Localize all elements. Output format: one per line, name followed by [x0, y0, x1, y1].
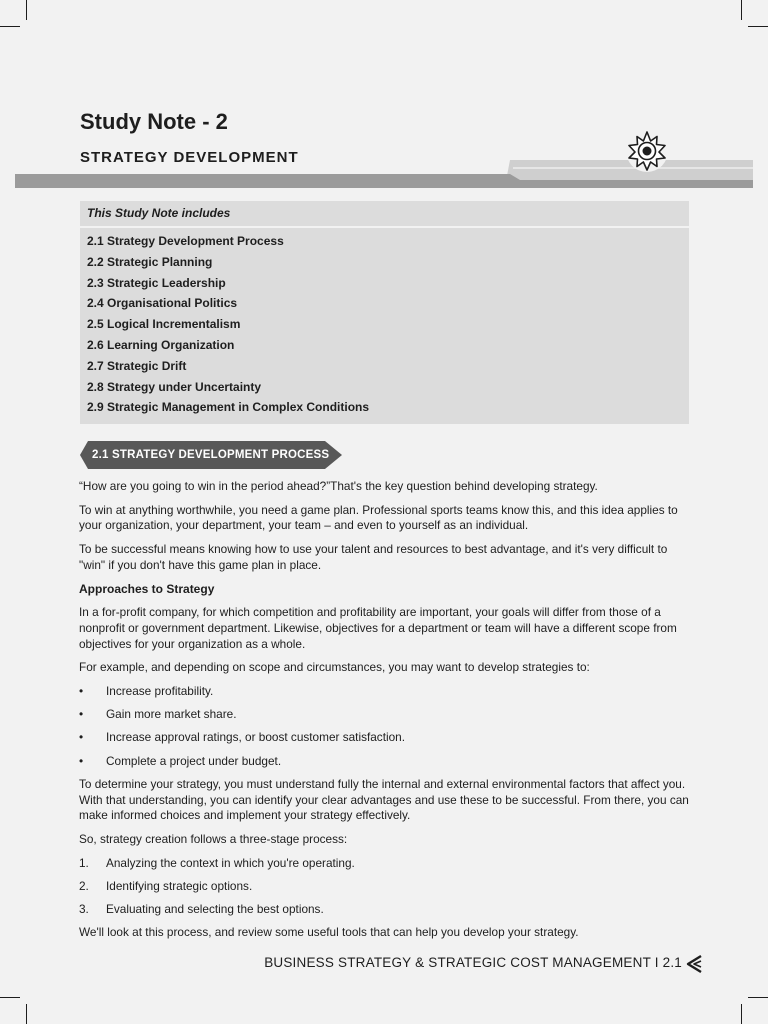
section-banner [80, 441, 342, 469]
bullet-marker: • [79, 753, 84, 768]
step-text: Evaluating and selecting the best options. [106, 902, 324, 917]
numbered-item [79, 879, 691, 895]
paragraph: So, strategy creation follows a three-stage process: [79, 831, 348, 846]
contents-item[interactable]: 2.5 Logical Incrementalism [87, 317, 241, 332]
bullet-text: Increase approval ratings, or boost customer satisfaction. [106, 730, 406, 745]
paragraph: In a for-profit company, for which competition and profitability are important, your goals will differ from those of a nonprofit or government department. Likewise, objectives for a department or team will have a different scope from objectives for your organization as a whole. [79, 605, 677, 651]
bullet-item [79, 684, 691, 700]
subheading: Approaches to Strategy [79, 581, 215, 596]
paragraph: To win at anything worthwhile, you need a game plan. Professional sports teams know this, and this idea applies to your organization, your department, your team – and even to yourself as an individual. [79, 502, 678, 533]
step-number: 3. [79, 902, 89, 917]
bullet-text: Gain more market share. [106, 707, 237, 722]
paragraph: “How are you going to win in the period ahead?”That's the key question behind developing strategy. [79, 479, 598, 493]
bullet-marker: • [79, 707, 84, 722]
contents-item[interactable]: 2.2 Strategic Planning [87, 254, 213, 269]
page-footer: BUSINESS STRATEGY & STRATEGIC COST MANAGEMENT I 2.1 [264, 955, 682, 970]
paragraph: To determine your strategy, you must understand fully the internal and external environmental factors that affect you. With that understanding, you can identify your clear advantages and use these to be successful. From there, you can make informed choices and implement your strategy effectively. [79, 776, 689, 823]
paragraph: For example, and depending on scope and circumstances, you may want to develop strategies to: [79, 660, 590, 675]
contents-item[interactable]: 2.7 Strategic Drift [87, 358, 187, 373]
contents-heading: This Study Note includes [80, 201, 689, 228]
numbered-list [79, 856, 691, 918]
section-heading: 2.1 STRATEGY DEVELOPMENT PROCESS [92, 449, 330, 461]
bullet-marker: • [79, 730, 84, 745]
bullet-marker: • [79, 684, 84, 699]
header-band [0, 0, 768, 200]
paragraph: We'll look at this process, and review some useful tools that can help you develop your strategy. [79, 925, 579, 940]
crop-mark-bottom-right [748, 997, 768, 998]
crop-mark-bottom-left [0, 997, 20, 998]
page-title: Study Note - 2 [80, 109, 228, 134]
bullet-text: Increase profitability. [106, 684, 214, 699]
crop-mark-bottom-left [26, 1004, 27, 1024]
contents-list [80, 228, 689, 424]
gear-sun-icon [626, 130, 668, 172]
step-text: Analyzing the context in which you're operating. [106, 855, 355, 870]
contents-item[interactable]: 2.1 Strategy Development Process [87, 234, 284, 248]
step-text: Identifying strategic options. [106, 878, 253, 893]
double-chevron-left-icon [684, 954, 704, 974]
bullet-item [79, 754, 691, 770]
study-note-contents [80, 201, 689, 424]
contents-item[interactable]: 2.6 Learning Organization [87, 337, 235, 352]
paragraph: To be successful means knowing how to use your talent and resources to best advantage, and it's very difficult to "win" if you don't have this game plan in place. [79, 542, 668, 572]
contents-item[interactable]: 2.8 Strategy under Uncertainty [87, 379, 262, 394]
contents-item[interactable]: 2.9 Strategic Management in Complex Conditions [87, 400, 370, 415]
bullet-item [79, 730, 691, 746]
bullet-item [79, 707, 691, 723]
bullet-text: Complete a project under budget. [106, 753, 282, 768]
contents-item[interactable]: 2.4 Organisational Politics [87, 296, 238, 311]
contents-item[interactable]: 2.3 Strategic Leadership [87, 275, 226, 290]
numbered-item [79, 856, 691, 872]
chapter-subtitle: STRATEGY DEVELOPMENT [80, 149, 299, 166]
bullet-list [79, 684, 691, 769]
step-number: 2. [79, 878, 89, 893]
numbered-item [79, 902, 691, 918]
step-number: 1. [79, 855, 89, 870]
section-body [79, 479, 691, 949]
crop-mark-bottom-right [741, 1004, 742, 1024]
